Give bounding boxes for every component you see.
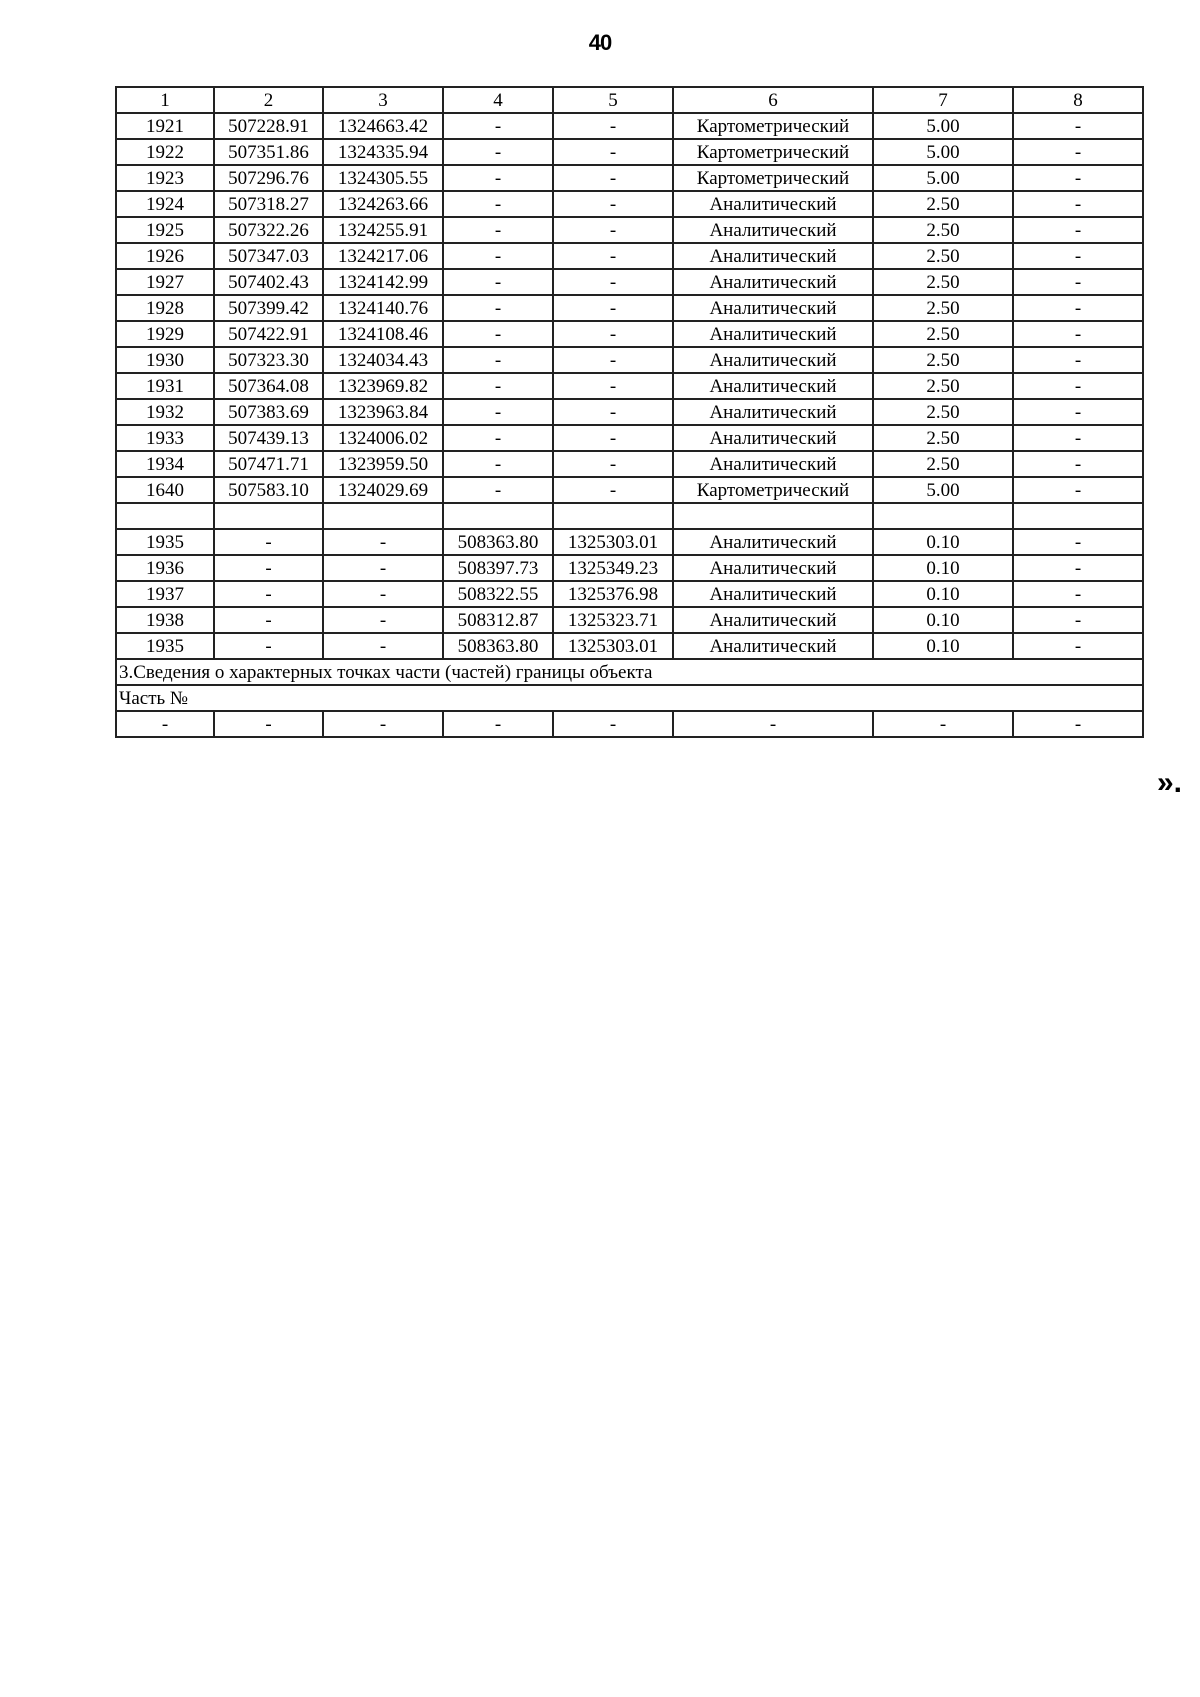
- table-cell: Картометрический: [673, 113, 873, 139]
- table-cell: 507471.71: [214, 451, 323, 477]
- table-cell: 2.50: [873, 191, 1013, 217]
- table-cell: 1325349.23: [553, 555, 673, 581]
- table-cell: Аналитический: [673, 529, 873, 555]
- table-cell: 507583.10: [214, 477, 323, 503]
- table-cell: 1324305.55: [323, 165, 443, 191]
- page-number: 40: [588, 30, 612, 55]
- table-cell: Аналитический: [673, 555, 873, 581]
- table-cell-empty: [323, 503, 443, 529]
- table-cell: -: [214, 529, 323, 555]
- table-cell: 1927: [116, 269, 214, 295]
- table-cell: 1924: [116, 191, 214, 217]
- table-cell: 1324663.42: [323, 113, 443, 139]
- table-cell: 2: [214, 87, 323, 113]
- table-cell: -: [443, 321, 553, 347]
- table-cell: 507347.03: [214, 243, 323, 269]
- table-cell: Аналитический: [673, 243, 873, 269]
- table-cell: -: [214, 581, 323, 607]
- table-cell: 1324263.66: [323, 191, 443, 217]
- table-cell: 6: [673, 87, 873, 113]
- table-cell: -: [1013, 711, 1143, 737]
- table-cell: 2.50: [873, 243, 1013, 269]
- table-cell-empty: [1013, 503, 1143, 529]
- table-cell: 507402.43: [214, 269, 323, 295]
- table-cell: -: [443, 425, 553, 451]
- table-cell: 507422.91: [214, 321, 323, 347]
- table-cell: -: [1013, 295, 1143, 321]
- table-cell: -: [443, 217, 553, 243]
- table-cell: 1325303.01: [553, 633, 673, 659]
- table-cell: 507296.76: [214, 165, 323, 191]
- table-cell: 1923: [116, 165, 214, 191]
- table-cell: -: [553, 451, 673, 477]
- table-cell: 1324140.76: [323, 295, 443, 321]
- table-row: [116, 139, 1143, 165]
- table-cell: 1640: [116, 477, 214, 503]
- table-cell: -: [553, 269, 673, 295]
- table-cell: -: [553, 295, 673, 321]
- table-cell: 1936: [116, 555, 214, 581]
- table-cell: -: [553, 243, 673, 269]
- table-cell: 1930: [116, 347, 214, 373]
- table-cell: -: [1013, 191, 1143, 217]
- table-cell: 1931: [116, 373, 214, 399]
- table-row: [116, 191, 1143, 217]
- table-cell: -: [443, 373, 553, 399]
- table-cell: 5: [553, 87, 673, 113]
- table-cell: Аналитический: [673, 581, 873, 607]
- table-cell: -: [553, 477, 673, 503]
- table-cell: -: [1013, 113, 1143, 139]
- table-header-row: [116, 87, 1143, 113]
- table-cell: -: [1013, 165, 1143, 191]
- table-cell: 1926: [116, 243, 214, 269]
- table-cell: 2.50: [873, 295, 1013, 321]
- table-cell-empty: [214, 503, 323, 529]
- table-cell: 2.50: [873, 321, 1013, 347]
- table-cell: 508397.73: [443, 555, 553, 581]
- table-cell: -: [1013, 373, 1143, 399]
- table-cell: -: [443, 165, 553, 191]
- table-cell: 1323959.50: [323, 451, 443, 477]
- table-cell: -: [553, 217, 673, 243]
- table-cell: 2.50: [873, 451, 1013, 477]
- table-row: [116, 243, 1143, 269]
- table-row: [116, 451, 1143, 477]
- table-row: [116, 633, 1143, 659]
- table-cell: 1324006.02: [323, 425, 443, 451]
- table-row: [116, 295, 1143, 321]
- table-cell: 0.10: [873, 633, 1013, 659]
- table-cell: Аналитический: [673, 633, 873, 659]
- table-cell: -: [553, 711, 673, 737]
- table-row: [116, 269, 1143, 295]
- table-cell: 2.50: [873, 425, 1013, 451]
- table-cell: 508322.55: [443, 581, 553, 607]
- table-cell: 5.00: [873, 165, 1013, 191]
- table-cell: -: [1013, 347, 1143, 373]
- table-cell: 507439.13: [214, 425, 323, 451]
- table-cell: -: [1013, 555, 1143, 581]
- table-cell: 1324034.43: [323, 347, 443, 373]
- table-cell: -: [1013, 451, 1143, 477]
- table-cell: -: [1013, 425, 1143, 451]
- closing-quote-mark: ».: [1157, 766, 1183, 799]
- part-label-row-cell: Часть №: [116, 685, 1143, 711]
- table-cell: 2.50: [873, 373, 1013, 399]
- table-cell: -: [116, 711, 214, 737]
- table-cell: 2.50: [873, 269, 1013, 295]
- table-cell: -: [553, 165, 673, 191]
- table-cell: 2.50: [873, 217, 1013, 243]
- table-cell: -: [1013, 217, 1143, 243]
- table-cell: -: [873, 711, 1013, 737]
- table-cell: -: [443, 113, 553, 139]
- table-cell: 1934: [116, 451, 214, 477]
- table-cell: -: [553, 373, 673, 399]
- table-cell: 1325323.71: [553, 607, 673, 633]
- table-cell: 2.50: [873, 399, 1013, 425]
- table-cell: 1324217.06: [323, 243, 443, 269]
- table-row: [116, 555, 1143, 581]
- table-cell: -: [1013, 477, 1143, 503]
- table-cell: 1932: [116, 399, 214, 425]
- table-cell: 508363.80: [443, 633, 553, 659]
- table-cell: -: [443, 295, 553, 321]
- table-cell: 507399.42: [214, 295, 323, 321]
- table-cell: Аналитический: [673, 269, 873, 295]
- table-cell: 1937: [116, 581, 214, 607]
- table-cell: -: [553, 399, 673, 425]
- table-cell: 507228.91: [214, 113, 323, 139]
- table-cell: -: [553, 425, 673, 451]
- table-cell: 507351.86: [214, 139, 323, 165]
- table-cell-empty: [673, 503, 873, 529]
- table-row: [116, 347, 1143, 373]
- table-row: [116, 477, 1143, 503]
- table-cell: -: [553, 191, 673, 217]
- table-cell: -: [214, 555, 323, 581]
- table-cell: 1325376.98: [553, 581, 673, 607]
- table-cell-empty: [873, 503, 1013, 529]
- table-cell: 1324142.99: [323, 269, 443, 295]
- table-cell: Аналитический: [673, 217, 873, 243]
- table-cell: -: [1013, 399, 1143, 425]
- table-cell: 507323.30: [214, 347, 323, 373]
- table-cell: 1324108.46: [323, 321, 443, 347]
- table-cell: Аналитический: [673, 399, 873, 425]
- table-cell: 1935: [116, 529, 214, 555]
- table-cell: 8: [1013, 87, 1143, 113]
- table-row: [116, 373, 1143, 399]
- table-cell: 5.00: [873, 113, 1013, 139]
- table-cell: 1: [116, 87, 214, 113]
- table-body: [116, 87, 1143, 737]
- table-cell: 0.10: [873, 529, 1013, 555]
- table-cell: 1938: [116, 607, 214, 633]
- table-row: [116, 581, 1143, 607]
- table-cell: -: [214, 607, 323, 633]
- table-cell: 508363.80: [443, 529, 553, 555]
- table-cell: -: [323, 529, 443, 555]
- table-row: [116, 425, 1143, 451]
- section-title-row: [116, 659, 1143, 685]
- table-cell: 1922: [116, 139, 214, 165]
- section-title-row-cell: 3.Сведения о характерных точках части (частей) границы объекта: [116, 659, 1143, 685]
- table-cell: 1324029.69: [323, 477, 443, 503]
- part-label-row: [116, 685, 1143, 711]
- table-cell: -: [323, 581, 443, 607]
- table-cell: 0.10: [873, 581, 1013, 607]
- table-cell: 1325303.01: [553, 529, 673, 555]
- table-row: [116, 321, 1143, 347]
- table-cell: 5.00: [873, 477, 1013, 503]
- table-cell: -: [553, 321, 673, 347]
- table-cell: -: [214, 633, 323, 659]
- table-cell: Аналитический: [673, 295, 873, 321]
- table-cell: 507383.69: [214, 399, 323, 425]
- table-cell: -: [323, 607, 443, 633]
- table-cell: -: [443, 399, 553, 425]
- table-cell: 5.00: [873, 139, 1013, 165]
- table-cell: -: [443, 269, 553, 295]
- table-cell: -: [443, 139, 553, 165]
- table-cell: -: [214, 711, 323, 737]
- table-cell: 1935: [116, 633, 214, 659]
- table-row: [116, 399, 1143, 425]
- table-cell: -: [1013, 243, 1143, 269]
- table-cell: -: [673, 711, 873, 737]
- table-cell: -: [443, 477, 553, 503]
- table-cell: -: [1013, 633, 1143, 659]
- table-cell: Аналитический: [673, 191, 873, 217]
- table-cell: 1929: [116, 321, 214, 347]
- table-cell: -: [1013, 269, 1143, 295]
- table-cell: -: [443, 451, 553, 477]
- table-cell: Аналитический: [673, 373, 873, 399]
- table-cell: 1933: [116, 425, 214, 451]
- table-cell: Аналитический: [673, 425, 873, 451]
- table-cell: 3: [323, 87, 443, 113]
- table-cell: -: [1013, 581, 1143, 607]
- table-cell-empty: [553, 503, 673, 529]
- table-cell: 1323969.82: [323, 373, 443, 399]
- table-cell: 507322.26: [214, 217, 323, 243]
- table-cell: -: [1013, 529, 1143, 555]
- table-cell: 508312.87: [443, 607, 553, 633]
- table-cell: 1925: [116, 217, 214, 243]
- table-cell: -: [443, 711, 553, 737]
- table-cell: 507364.08: [214, 373, 323, 399]
- table-cell: -: [1013, 139, 1143, 165]
- table-cell: -: [323, 633, 443, 659]
- table-cell: 1921: [116, 113, 214, 139]
- table-cell: 1324255.91: [323, 217, 443, 243]
- table-cell: 507318.27: [214, 191, 323, 217]
- table-cell: -: [1013, 607, 1143, 633]
- table-cell: 1928: [116, 295, 214, 321]
- table-cell: -: [323, 711, 443, 737]
- table-cell: 7: [873, 87, 1013, 113]
- part-values-row: [116, 711, 1143, 737]
- table-cell: 2.50: [873, 347, 1013, 373]
- table-row: [116, 165, 1143, 191]
- boundary-points-table: [115, 86, 1144, 738]
- table-cell: Аналитический: [673, 347, 873, 373]
- table-cell: -: [443, 243, 553, 269]
- table-cell: Аналитический: [673, 321, 873, 347]
- table-spacer-row: [116, 503, 1143, 529]
- table-cell: -: [1013, 321, 1143, 347]
- table-cell: -: [443, 191, 553, 217]
- table-cell: 4: [443, 87, 553, 113]
- table-cell: 0.10: [873, 555, 1013, 581]
- table-row: [116, 607, 1143, 633]
- table-cell: -: [323, 555, 443, 581]
- table-cell: 0.10: [873, 607, 1013, 633]
- table-cell: Картометрический: [673, 139, 873, 165]
- table-cell: -: [553, 347, 673, 373]
- table-cell-empty: [116, 503, 214, 529]
- table-cell: 1323963.84: [323, 399, 443, 425]
- table-cell: Картометрический: [673, 165, 873, 191]
- table-cell: Аналитический: [673, 607, 873, 633]
- table-row: [116, 217, 1143, 243]
- table-cell: Аналитический: [673, 451, 873, 477]
- table-cell: 1324335.94: [323, 139, 443, 165]
- table-cell: -: [553, 139, 673, 165]
- table-cell: -: [443, 347, 553, 373]
- table-cell-empty: [443, 503, 553, 529]
- table-cell: Картометрический: [673, 477, 873, 503]
- table-row: [116, 529, 1143, 555]
- table-row: [116, 113, 1143, 139]
- table-cell: -: [553, 113, 673, 139]
